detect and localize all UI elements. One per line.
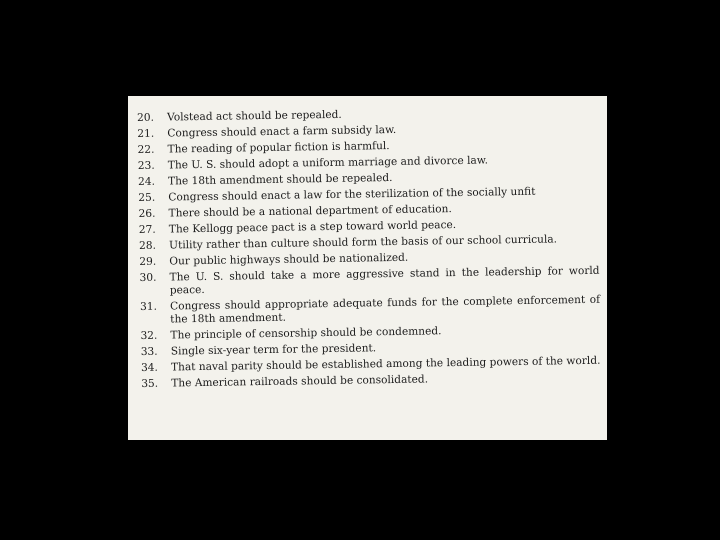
item-text: The reading of popular fiction is harmful. xyxy=(167,140,390,156)
item-number: 29. xyxy=(139,255,157,268)
item-number: 31. xyxy=(139,300,158,313)
item-text: Our public highways should be nationalized. xyxy=(169,251,409,268)
item-text: The 18th amendment should be repealed. xyxy=(168,171,393,188)
item-number: 34. xyxy=(140,361,158,374)
list-item xyxy=(140,294,600,327)
item-number: 32. xyxy=(140,329,158,342)
item-text: Congress should enact a farm subsidy law. xyxy=(167,123,397,140)
item-text: Congress should appropriate adequate funds for the complete enforcement of the 18th amendment. xyxy=(169,293,601,326)
item-number: 33. xyxy=(140,345,158,358)
item-number: 26. xyxy=(138,207,156,220)
list-item xyxy=(140,265,600,298)
item-text: The U. S. should take a more aggressive stand in the leadership for world peace. xyxy=(169,264,600,297)
item-text: Single six-year term for the president. xyxy=(170,342,377,358)
item-number: 20. xyxy=(137,111,155,124)
item-text: The principle of censorship should be condemned. xyxy=(170,325,442,342)
scanned-page xyxy=(128,96,607,440)
item-text: The American railroads should be consolidated. xyxy=(171,373,429,390)
item-number: 27. xyxy=(138,223,156,236)
statement-list xyxy=(137,105,601,394)
item-number: 28. xyxy=(139,239,157,252)
item-text: The U. S. should adopt a uniform marriage and divorce law. xyxy=(167,154,489,172)
item-number: 24. xyxy=(138,175,156,188)
item-number: 21. xyxy=(137,127,155,140)
item-text: Congress should enact a law for the sterilization of the socially unfit xyxy=(168,185,536,204)
item-number: 23. xyxy=(137,159,155,172)
item-number: 22. xyxy=(137,143,155,156)
item-text: The Kellogg peace pact is a step toward world peace. xyxy=(168,219,457,236)
item-text: There should be a national department of education. xyxy=(168,203,452,220)
item-number: 25. xyxy=(138,191,156,204)
item-text: Utility rather than culture should form the basis of our school curricula. xyxy=(169,233,558,252)
item-number: 35. xyxy=(141,377,159,390)
item-number: 30. xyxy=(139,271,157,284)
item-text: Volstead act should be repealed. xyxy=(166,108,342,124)
item-text: That naval parity should be established among the leading powers of the world. xyxy=(170,354,601,374)
